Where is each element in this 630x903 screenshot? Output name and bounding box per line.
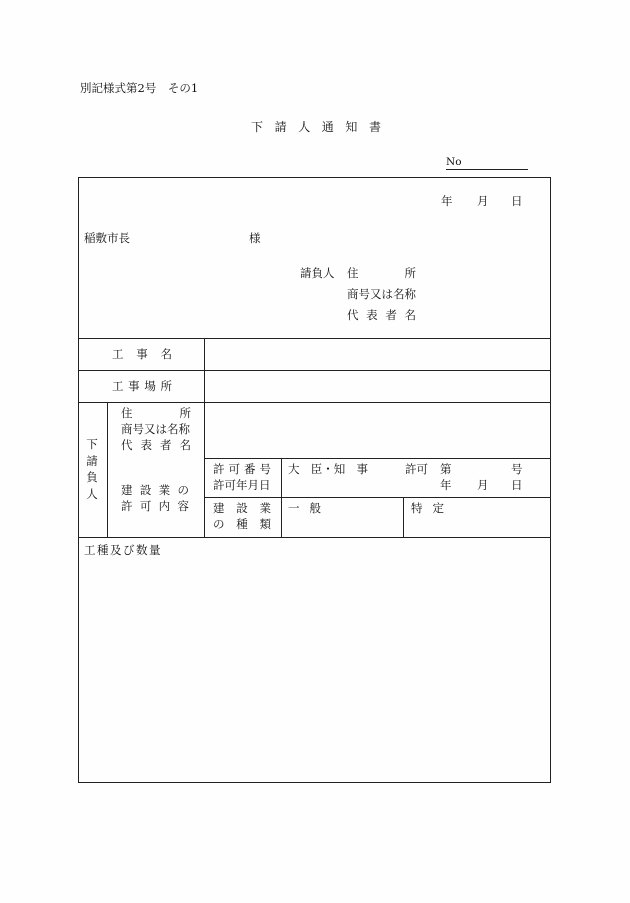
label-char: 可	[228, 462, 240, 476]
business-type-label-1	[213, 503, 271, 515]
label-char: 臣・知	[310, 462, 346, 476]
label-char: 者	[160, 438, 172, 452]
permit-number-label	[213, 464, 271, 476]
row-divider	[79, 402, 550, 403]
contractor-representative-label	[347, 310, 416, 322]
date-day: 日	[511, 194, 523, 208]
form-code: 別記様式第2号 その1	[80, 81, 199, 95]
label-char: 事	[128, 379, 140, 393]
work-name-label	[112, 349, 172, 361]
label-char: 類	[259, 517, 271, 531]
addressee-mayor: 稲敷市長	[84, 231, 130, 245]
title-char: 請	[274, 120, 287, 134]
document-title	[251, 121, 381, 133]
work-types-label: 工種及び数量	[84, 543, 162, 557]
col-divider	[281, 458, 282, 537]
label-char: 代	[121, 438, 133, 452]
label-char: の	[177, 483, 189, 497]
label-char: 所	[179, 406, 191, 420]
label-char: 名	[160, 347, 172, 361]
label-char: 種	[236, 517, 248, 531]
label-char: 請	[86, 453, 98, 468]
addressee-honorific: 様	[249, 231, 261, 245]
subcontractor-side-label	[85, 436, 99, 503]
sub-trade-name-label: 商号又は名称	[121, 422, 190, 436]
label-char: 一	[288, 501, 300, 515]
label-char: 者	[385, 308, 397, 322]
contractor-address-label	[347, 268, 416, 280]
label-char: 設	[139, 483, 152, 497]
work-site-label	[112, 381, 172, 393]
label-char: 般	[309, 501, 321, 515]
label-char: 事	[136, 347, 148, 361]
label-char: 所	[404, 266, 416, 280]
permit-no-suffix: 号	[511, 462, 523, 476]
permit-authority	[288, 464, 368, 476]
title-char: 知	[345, 120, 358, 134]
title-char: 通	[321, 120, 334, 134]
date-year: 年	[441, 194, 453, 208]
permit-no-prefix: 第	[440, 462, 452, 476]
label-char: 代	[347, 308, 359, 322]
label-char: 定	[432, 501, 444, 515]
permit-content-label-2	[121, 501, 189, 513]
contractor-label: 請負人	[300, 266, 335, 280]
label-char: 号	[259, 462, 271, 476]
label-char: 人	[86, 487, 98, 502]
label-char: 所	[160, 379, 172, 393]
label-char: 内	[158, 499, 171, 513]
label-char: 工	[112, 347, 124, 361]
title-char: 書	[368, 120, 381, 134]
row-divider	[79, 537, 550, 538]
label-char: 住	[121, 406, 133, 420]
permit-word: 許可	[405, 462, 428, 476]
label-char: 工	[112, 379, 124, 393]
permit-date-label: 許可年月日	[213, 478, 271, 492]
label-char: 表	[140, 438, 152, 452]
label-char: 設	[236, 501, 248, 515]
sub-representative-label	[121, 440, 191, 452]
col-divider	[107, 402, 108, 537]
title-char: 人	[298, 120, 311, 134]
label-char: 建	[213, 501, 225, 515]
row-divider	[79, 370, 550, 371]
label-char: 名	[404, 308, 416, 322]
sub-address-label	[121, 408, 191, 420]
label-char: 許	[121, 499, 133, 513]
date-month: 月	[477, 194, 489, 208]
row-divider	[204, 497, 550, 498]
label-char: 業	[158, 483, 171, 497]
label-char: 番	[244, 462, 256, 476]
label-char: 大	[288, 462, 300, 476]
title-char: 下	[251, 120, 264, 134]
col-divider	[204, 338, 205, 537]
label-char: 業	[259, 501, 271, 515]
permit-content-label-1	[121, 485, 189, 497]
label-char: 容	[177, 499, 189, 513]
label-char: 特	[411, 501, 423, 515]
label-char: 下	[86, 437, 98, 451]
number-underline	[446, 169, 528, 170]
label-char: 負	[86, 470, 98, 485]
label-char: 許	[213, 462, 225, 476]
label-char: 表	[366, 308, 378, 322]
permit-month: 月	[477, 478, 489, 492]
label-char: の	[213, 517, 225, 531]
label-char: 住	[347, 266, 359, 280]
label-char: 名	[179, 438, 191, 452]
row-divider	[79, 338, 550, 339]
col-divider	[403, 497, 404, 537]
permit-year: 年	[440, 478, 452, 492]
label-char: 建	[121, 483, 133, 497]
business-type-label-2	[213, 519, 271, 531]
label-char: 可	[139, 499, 152, 513]
number-label: No	[446, 156, 462, 168]
row-divider	[204, 458, 550, 459]
permit-day: 日	[511, 478, 523, 492]
business-type-general	[288, 503, 321, 515]
label-char: 事	[356, 462, 368, 476]
label-char: 場	[144, 379, 156, 393]
contractor-trade-name-label: 商号又は名称	[347, 287, 416, 301]
business-type-specific	[411, 503, 444, 515]
